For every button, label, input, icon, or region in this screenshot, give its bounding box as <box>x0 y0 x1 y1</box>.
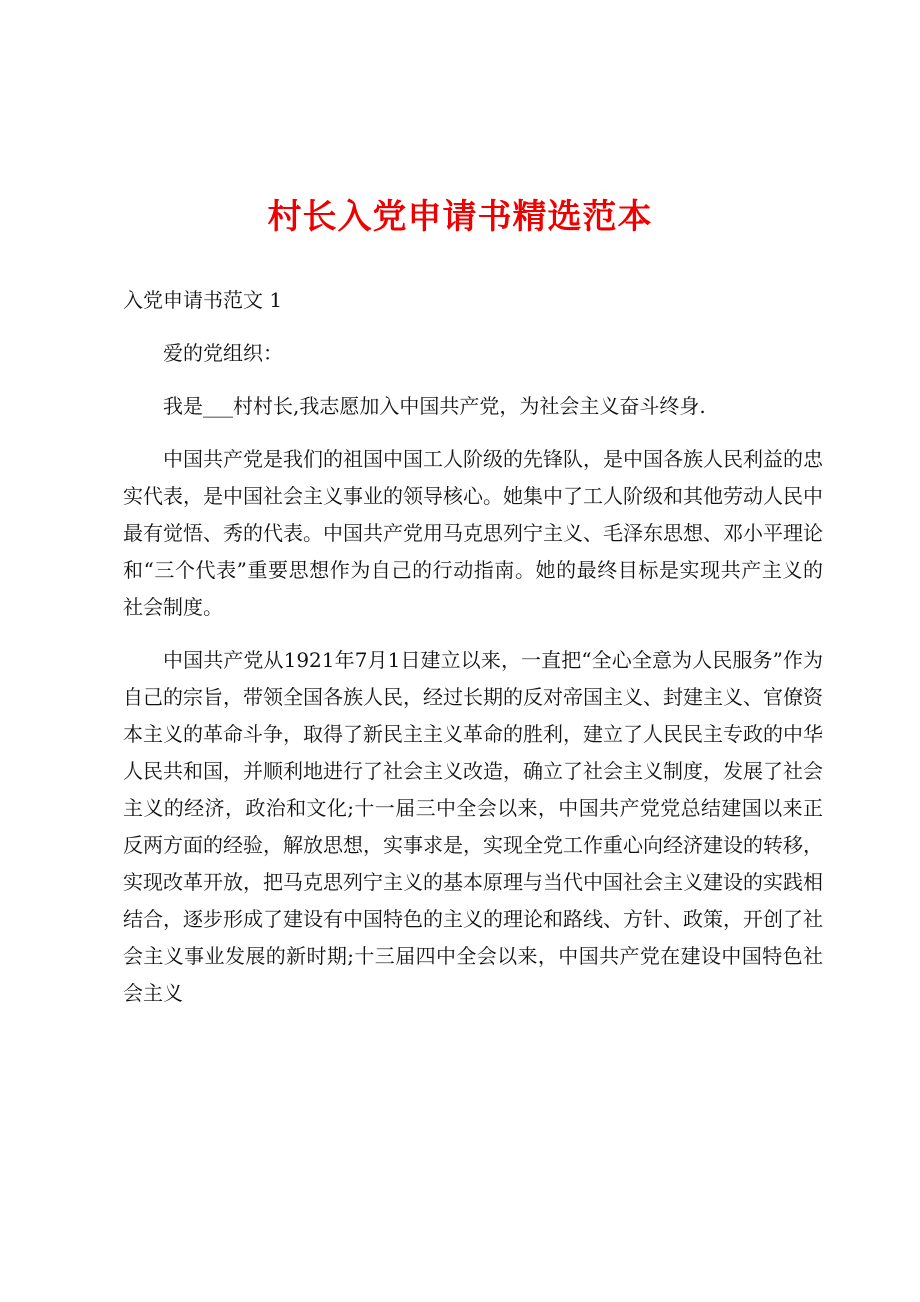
paragraph-3: 中国共产党从1921年7月1日建立以来，一直把“全心全意为人民服务”作为自己的宗旨，带领全国各族人民，经过长期的反对帝国主义、封建主义、官僚资本主义的革命斗争，取得了新民主主义革命的胜利，建立了人民民主专政的中华人民共和国，并顺利地进行了社会主义改造，确立了社会主义制度，发展了社会主义的经济，政治和文化;十一届三中全会以来，中国共产党党总结建国以来正反两方面的经验，解放思想，实事求是，实现全党工作重心向经济建设的转移，实现改革开放，把马克思列宁主义的基本原理与当代中国社会主义建设的实践相结合，逐步形成了建设有中国特色的主义的理论和路线、方针、政策，开创了社会主义事业发展的新时期;十三届四中全会以来，中国共产党在建设中国特色社会主义 <box>123 648 823 1005</box>
section-heading: 入党申请书范文 1 <box>123 288 283 312</box>
document-body <box>123 282 823 1028</box>
paragraph-1: 我是___村村长,我志愿加入中国共产党，为社会主义奋斗终身. <box>163 394 706 418</box>
document-title: 村长入党申请书精选范本 <box>267 197 653 237</box>
paragraph-2: 中国共产党是我们的祖国中国工人阶级的先锋队，是中国各族人民利益的忠实代表，是中国社会主义事业的领导核心。她集中了工人阶级和其他劳动人民中最有觉悟、秀的代表。中国共产党用马克思列宁主义、毛泽东思想、邓小平理论和“三个代表”重要思想作为自己的行动指南。她的最终目标是实现共产主义的社会制度。 <box>123 447 823 619</box>
salutation: 爱的党组织： <box>163 341 283 365</box>
